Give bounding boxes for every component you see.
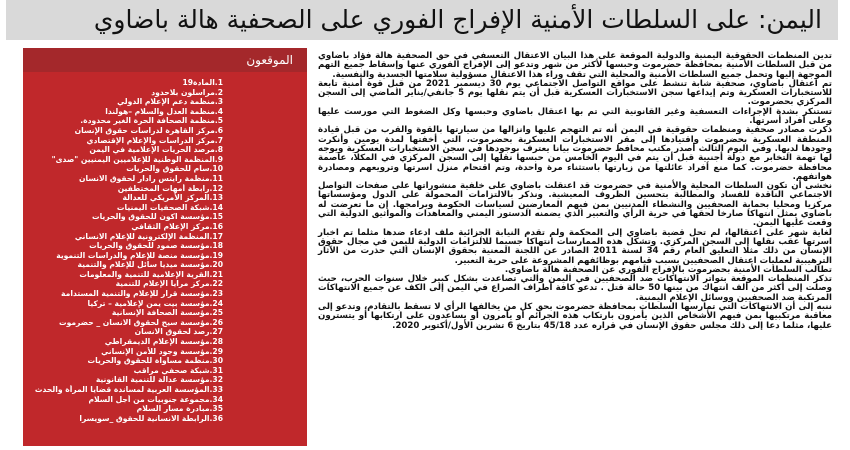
title-bar <box>6 0 838 40</box>
signatory-item: 22.مركز مرايا الإعلام للتنمية <box>115 279 223 289</box>
article-paragraph: نخشى أن تكون السلطات المحلية والأمنية في حضرموت قد اعتقلت باضاوي على خلفية منشوراتها على صفحات التواصل الاجتماعي الناقدة للفساد والمطالبة بتحسين الظروف المعيشية. ونذكر بالالتزامات المحمولة على الدول ومؤسساتها مركزيا ومحليا بحماية الصحفيين والنشطاء المدنيين بمن فيهم المعارضين لسياسات الحكومة وبرامجها. إن ما تعرضت له باضاوي يمثل انتهاكا صارخا لحقها في حرية الرأي والتعبير الذي يضمنه الدستور اليمني والمعاهدات والمواثيق الدولية التي وقعت عليها اليمن. <box>318 181 832 229</box>
signatory-item: 14.شبكة الصحفيات اليمنيات <box>116 202 223 212</box>
signatory-item: 20.مؤسسة ميديا سائل للإعلام والتنمية <box>77 260 223 270</box>
signatory-item: 31.شبكة صحفي مراقب <box>133 365 223 375</box>
signatory-item: 13.المركز الأمريكي للعدالة <box>122 193 223 203</box>
signatory-item: 4.منظمة العدل والسلام –هولندا <box>105 106 223 116</box>
signatory-item: 15.مؤسسة اكون للحقوق والحريات <box>91 212 223 222</box>
signatory-item: 7.مركز الدراسات والإعلام الإقتصادي <box>86 135 223 145</box>
signatory-item: 3.منظمة دعم الإعلام الدولي <box>117 97 223 107</box>
signatories-header: الموقعون <box>23 48 307 72</box>
article-paragraph: تدين المنظمات الحقوقية اليمنية والدولية الموقعة على هذا البيان الاعتقال التعسفي في حق الصحفية هالة فؤاد باضاوي من قبل السلطات الأمنية بمحافظة حضرموت وحبسها لأكثر من شهر وتدعو إلى الإفراج الفوري عنها وإسقاط جميع التهم الموجهة إليها وتحمل جميع السلطات الأمنية والمحلية التي تقف وراء هذا الاعتقال مسؤولية سلامتها الجسدية والنفسية. <box>318 51 832 80</box>
signatory-item: 26.مؤسسة سيح لحقوق الانسان _ حضرموت <box>58 317 223 327</box>
signatory-item: 33.المؤسسة العربية لمساندة قضايا المرأة والحدث <box>34 385 223 394</box>
article-body <box>318 52 832 444</box>
signatory-item: 32.مؤسسة عدالة للتنمية القانونية <box>95 375 223 385</box>
signatory-item: 6.مركز القاهرة لدراسات حقوق الإنسان <box>74 125 223 135</box>
signatory-item: 5.منظمة الصحافة الحرة الغير محدودة. <box>80 116 223 126</box>
article-paragraph: ننبه إلى أن الانتهاكات التي تمارسها السلطات بمحافظة حضرموت بحق كل من يخالفها الرأي لا تسقط بالتقادم، وتدعو إلى معاقبة مرتكبيها بمن فيهم الأشخاص الذين يأمرون بارتكاب هذه الجرائم أو يأمرون أو يساعدون على ارتكابها أو يتسترون عليها، مثلما دعا إلى ذلك مجلس حقوق الإنسان في قراره عدد 45/18 بتاريخ 6 تشرين الأول/أكتوبر 2020. <box>318 302 832 331</box>
signatory-item: 19.مؤسسة منصة للإعلام والدراسات التنموية <box>56 250 223 260</box>
signatory-item: 29.مؤسسة وجود للأمن الإنساني <box>101 346 223 356</box>
page-title: اليمن: على السلطات الأمنية الإفراج الفوري على الصحفية هالة باضاوي <box>93 5 822 34</box>
signatory-item: 21.القرية الإعلامية للتنمية والمعلومات <box>79 269 223 279</box>
signatory-item: 1.المادة19 <box>182 78 223 87</box>
signatory-item: 24.مؤسسة بيت يمن لإعلامية – تركيا <box>87 298 223 308</box>
article-paragraph: ذكرت مصادر صحفية ومنظمات حقوقية في اليمن أنه تم التهجم عليها وانزالها من سيارتها بالقوة والقرب من قبل قيادة المنطقة العسكرية بحضرموت واقتيادها إلى مقر الاستخبارات العسكرية بحضرموت، التي أخفتها لمدة يومين وأنكرت وجودها لديها. وفي اليوم الثالث أصدر مكتب محافظ حضرموت بيانا يعترف بوجودها في سجن الاستخبارات العسكرية ويوجه لها تهمة التخابر مع دولة أجنبية قبل أن يتم في اليوم الخامس من حبسها نقلها إلى السجن المركزي في المكلا، عاصمة محافظة حضرموت. كما منع أفراد عائلتها من زيارتها باستثناء مرة واحدة، وتم اقتحام منزل اسرتها وترويعهم ومصادرة هواتفهم. <box>318 125 832 182</box>
signatories-list <box>23 72 307 446</box>
article-paragraph: تم اعتقال باضاوي، صحفية شابة تنشط على مواقع التواصل الاجتماعي يوم 30 ديسمبر 2021 من قبل قوة أمنية تابعة للاستخبارات العسكرية وتم إيداعها سجن الاستخبارات العسكرية قبل أن يتم نقلها يوم 5 جانفي/يناير الماضي إلى السجن المركزي بحضرموت. <box>318 78 832 108</box>
signatory-item: 10.سام للحقوق والحريات <box>126 164 223 174</box>
signatory-item: 34.مجموعة جنوبيات من أجل السلام <box>88 394 223 404</box>
signatory-item: 16.مركز الإعلام الثقافي <box>131 221 223 231</box>
article-paragraph: تطالب السلطات الأمنية بحضرموت بالإفراج الفوري عن الصحفية هالة باضاوي. <box>504 264 832 275</box>
signatory-item: 8.مرصد الحريات الإعلامية في اليمن <box>89 145 223 155</box>
signatory-item: 36.الرابطة الانسانية للحقوق _سويسرا <box>79 413 223 423</box>
signatory-item: 18.مؤسسة صمود للحقوق والحريات <box>89 241 223 251</box>
signatory-item: 11.منظمة رايتس رادار لحقوق الانسان <box>79 173 223 183</box>
signatory-item: 35.مبادرة مسار السلام <box>136 404 223 414</box>
article-paragraph: تذكر المنظمات الموقعة بتواتر الانتهاكات ضد الصحفيين في اليمن والتي تصاعدت بشكل كبير خلال سنوات الحرب، حيث وصلت إلى أكثر من ألف انتهاك من بينها 50 حالة قتل . تدعو كافة أطراف الصراع في اليمن إلى الكف عن جميع الانتهاكات المرتكبة ضد الصحفيين ووسائل الإعلام اليمنية. <box>318 274 832 303</box>
signatory-item: 28.مؤسسة الإعلام الديمقراطي <box>104 337 223 347</box>
signatory-item: 27.رصد لحقوق الانسان <box>134 327 223 337</box>
signatory-item: 17.المنظمة الإلكترونية للإعلام الانساني <box>74 231 223 241</box>
signatory-item: 30.منظمة مساواة للحقوق والحريات <box>87 356 223 366</box>
signatory-item: 2.مراسلون بلاحدود <box>151 87 223 97</box>
signatory-item: 25.مؤسسة الصحافة الإنسانية <box>111 308 223 318</box>
signatory-item: 12.رابطة أمهات المختطفين <box>117 183 223 193</box>
signatory-item: 23.مؤسسة قرار للإعلام والتنمية المستدامة <box>61 289 223 299</box>
signatory-item: 9.المنظمة الوطنية للإعلاميين اليمنيين "صدى" <box>51 154 223 164</box>
article-paragraph: لغاية شهر على اعتقالها، لم تحل قضية باضاوي إلى المحكمة ولم تقدم النيابة الجزائية ملف ادعاء ضدها مثلما تم اخبار اسرتها عقب نقلها إلى السجن المركزي. وتشكل هذه الممارسات انتهاكا جسيما للالتزامات الدولية لليمن في مجال حقوق الإنسان من ذلك مثلا التعليق العام رقم 34 لسنة 2011 الصادر عن اللجنة المعنية بحقوق الإنسان التي حذرت من الآثار الترهيبية لعمليات اعتقال الصحفيين بسبب قيامهم بوظائفهم المشروعة على حرية التعبير. <box>318 227 832 266</box>
signatories-panel <box>23 48 307 440</box>
article-paragraph: تستنكر بشدة الإجراءات التعسفية وغير القانونية التي تم بها اعتقال باضاوي وحبسها وكل الضغوط التي مورست عليها وعلى أفراد أسرتها. <box>318 106 832 127</box>
